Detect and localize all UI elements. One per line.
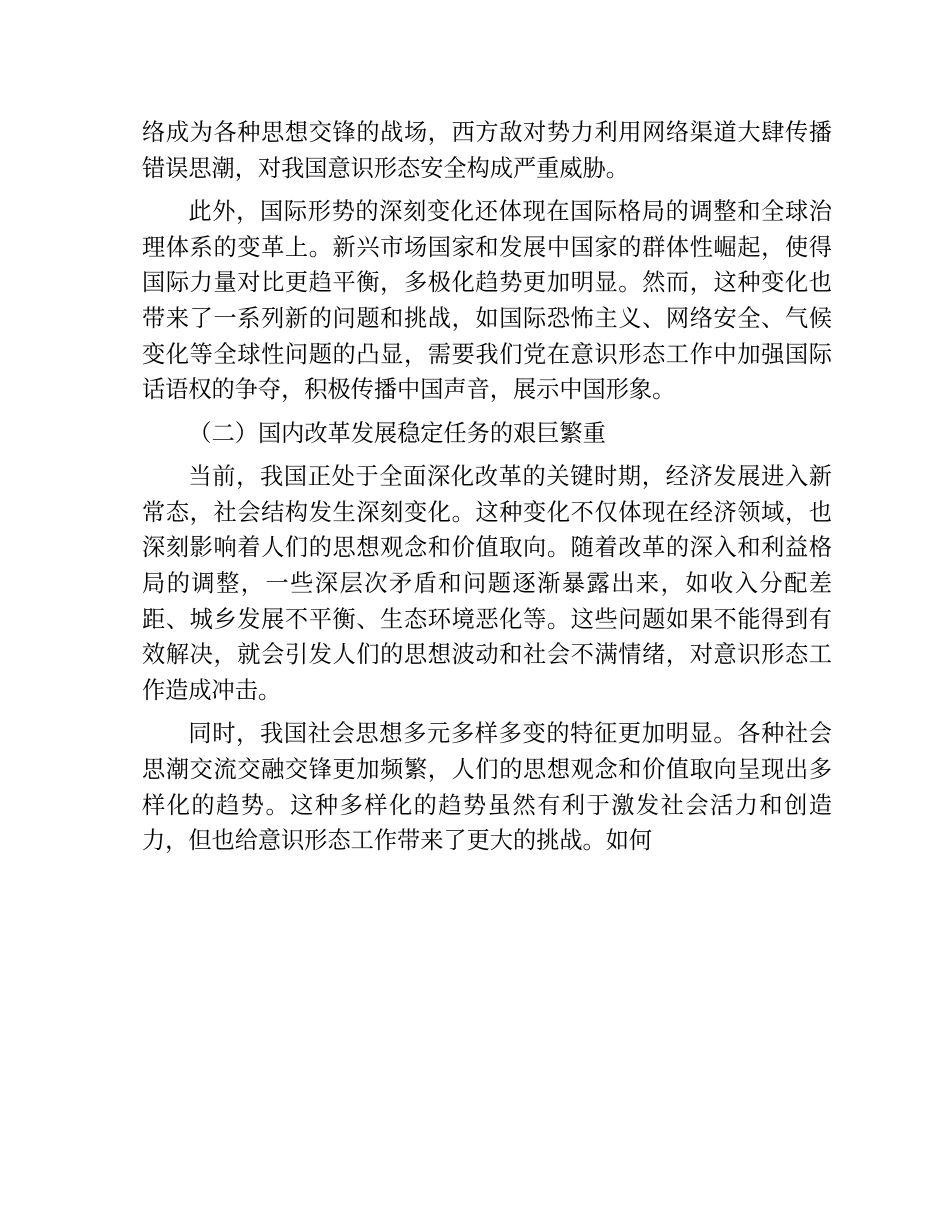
body-text — [142, 115, 832, 859]
section-heading: （二）国内改革发展稳定任务的艰巨繁重 — [188, 419, 606, 447]
paragraph-continuation: 络成为各种思想交锋的战场，西方敌对势力利用网络渠道大肆传播错误思潮，对我国意识形态安全构成严重威胁。 — [142, 119, 832, 182]
paragraph-social-thought: 同时，我国社会思想多元多样多变的特征更加明显。各种社会思潮交流交融交锋更加频繁，人们的思想观念和价值取向呈现出多样化的趋势。这种多样化的趋势虽然有利于激发社会活力和创造力，但也给意识形态工作带来了更大的挑战。如何 — [142, 720, 832, 855]
paragraph-domestic-reform: 当前，我国正处于全面深化改革的关键时期，经济发展进入新常态，社会结构发生深刻变化。这种变化不仅体现在经济领域，也深刻影响着人们的思想观念和价值取向。随着改革的深入和利益格局的调整，一些深层次矛盾和问题逐渐暴露出来，如收入分配差距、城乡发展不平衡、生态环境恶化等。这些问题如果不能得到有效解决，就会引发人们的思想波动和社会不满情绪，对意识形态工作造成冲击。 — [142, 462, 832, 705]
paragraph-international-changes: 此外，国际形势的深刻变化还体现在国际格局的调整和全球治理体系的变革上。新兴市场国家和发展中国家的群体性崛起，使得国际力量对比更趋平衡，多极化趋势更加明显。然而，这种变化也带来了一系列新的问题和挑战，如国际恐怖主义、网络安全、气候变化等全球性问题的凸显，需要我们党在意识形态工作中加强国际话语权的争夺，积极传播中国声音，展示中国形象。 — [142, 197, 832, 404]
